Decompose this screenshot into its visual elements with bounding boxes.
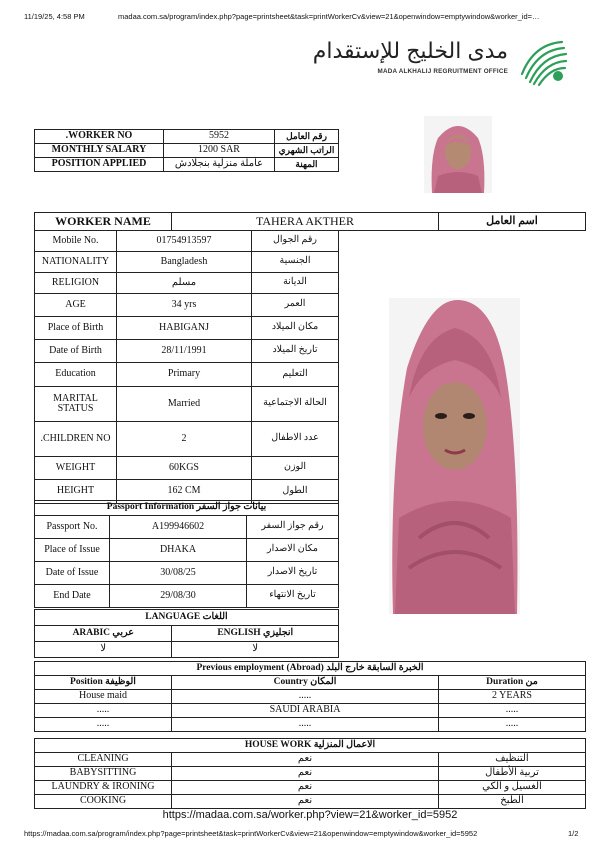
- worker-no-arabic: رقم العامل: [275, 130, 339, 144]
- birthdate-value: 28/11/1991: [117, 340, 252, 363]
- page-number: 1/2: [568, 829, 579, 838]
- worker-summary-table: [34, 129, 339, 172]
- laundry-value: نعم: [172, 781, 439, 795]
- age-label: AGE: [35, 294, 117, 317]
- worker-photo-large: [389, 298, 520, 614]
- education-arabic: التعليم: [252, 363, 339, 387]
- worker-name-table: [34, 212, 586, 231]
- table-row: [35, 610, 339, 626]
- worker-name-label: WORKER NAME: [35, 213, 172, 231]
- marital-value: Married: [117, 387, 252, 422]
- duration-cell: .....: [439, 718, 586, 732]
- worker-no-value: 5952: [164, 130, 275, 144]
- personal-info-table: [34, 230, 339, 504]
- position-cell: .....: [35, 704, 172, 718]
- english-language-value: لا: [172, 642, 339, 658]
- position-arabic: المهنة: [275, 158, 339, 172]
- table-row: [35, 144, 339, 158]
- arabic-language-label: ARABIC عربي: [35, 626, 172, 642]
- babysitting-value: نعم: [172, 767, 439, 781]
- mobile-arabic: رقم الجوال: [252, 231, 339, 252]
- language-table: [34, 609, 339, 658]
- table-row: [35, 662, 586, 676]
- height-arabic: الطول: [252, 480, 339, 504]
- table-row: [35, 422, 339, 457]
- marital-arabic: الحالة الاجتماعية: [252, 387, 339, 422]
- passport-no-arabic: رقم جواز السفر: [247, 516, 339, 539]
- education-value: Primary: [117, 363, 252, 387]
- table-row: [35, 457, 339, 480]
- logo-arabic-text: مدى الخليج للإستقدام: [312, 38, 508, 63]
- table-row: [35, 767, 586, 781]
- table-row: [35, 516, 339, 539]
- table-row: [35, 340, 339, 363]
- issue-date-arabic: تاريخ الاصدار: [247, 562, 339, 585]
- birthplace-value: HABIGANJ: [117, 317, 252, 340]
- table-row: [35, 252, 339, 273]
- previous-heading: الخبرة السابقة خارج البلد Previous employment (Abroad): [35, 662, 586, 676]
- cleaning-label: CLEANING: [35, 753, 172, 767]
- table-row: [35, 704, 586, 718]
- education-label: Education: [35, 363, 117, 387]
- birthdate-arabic: تاريخ الميلاد: [252, 340, 339, 363]
- worker-link[interactable]: https://madaa.com.sa/worker.php?view=21&worker_id=5952: [162, 809, 458, 821]
- table-row: [35, 387, 339, 422]
- arabic-language-value: لا: [35, 642, 172, 658]
- birthplace-arabic: مكان الميلاد: [252, 317, 339, 340]
- babysitting-label: BABYSITTING: [35, 767, 172, 781]
- position-value: عاملة منزلية بنجلادش: [164, 158, 275, 172]
- country-cell: .....: [172, 690, 439, 704]
- laundry-label: LAUNDRY & IRONING: [35, 781, 172, 795]
- passport-no-label: Passport No.: [35, 516, 110, 539]
- end-date-arabic: تاريخ الانتهاء: [247, 585, 339, 608]
- issue-place-arabic: مكان الاصدار: [247, 539, 339, 562]
- footer-url: https://madaa.com.sa/program/index.php?page=printsheet&task=printWorkerCv&view=21&openwindow=emptywindow&worker_id=5952: [24, 829, 478, 838]
- issue-date-label: Date of Issue: [35, 562, 110, 585]
- country-cell: SAUDI ARABIA: [172, 704, 439, 718]
- duration-cell: .....: [439, 704, 586, 718]
- table-row: [35, 130, 339, 144]
- table-row: [35, 562, 339, 585]
- logo-english-text: MADA ALKHALIJ REGRUITMENT OFFICE: [377, 68, 508, 75]
- table-row: [35, 539, 339, 562]
- age-value: 34 yrs: [117, 294, 252, 317]
- table-row: [35, 273, 339, 294]
- cleaning-arabic: التنظيف: [439, 753, 586, 767]
- language-heading: LANGUAGE اللغات: [35, 610, 339, 626]
- cooking-label: COOKING: [35, 795, 172, 809]
- issue-place-value: DHAKA: [110, 539, 247, 562]
- worker-name-arabic: اسم العامل: [439, 213, 586, 231]
- print-url: madaa.com.sa/program/index.php?page=printsheet&task=printWorkerCv&view=21&openwindow=emptywindow&worker_id=…: [118, 12, 540, 21]
- end-date-value: 29/08/30: [110, 585, 247, 608]
- weight-value: 60KGS: [117, 457, 252, 480]
- table-row: [35, 739, 586, 753]
- passport-table: [34, 500, 339, 608]
- table-row: [35, 294, 339, 317]
- table-row: [35, 363, 339, 387]
- english-language-label: ENGLISH انجليزي: [172, 626, 339, 642]
- age-arabic: العمر: [252, 294, 339, 317]
- worker-name-value: TAHERA AKTHER: [172, 213, 439, 231]
- position-label: POSITION APPLIED: [35, 158, 164, 172]
- children-arabic: عدد الاطفال: [252, 422, 339, 457]
- religion-value: مسلم: [117, 273, 252, 294]
- nationality-label: NATIONALITY: [35, 252, 117, 273]
- previous-employment-table: [34, 661, 586, 732]
- weight-label: WEIGHT: [35, 457, 117, 480]
- mobile-value: 01754913597: [117, 231, 252, 252]
- table-row: [35, 501, 339, 516]
- country-cell: .....: [172, 718, 439, 732]
- company-logo: [312, 38, 570, 86]
- end-date-label: End Date: [35, 585, 110, 608]
- cooking-value: نعم: [172, 795, 439, 809]
- issue-place-label: Place of Issue: [35, 539, 110, 562]
- passport-no-value: A199946602: [110, 516, 247, 539]
- table-row: [35, 718, 586, 732]
- print-datetime: 11/19/25, 4:58 PM: [24, 12, 85, 21]
- position-column-header: Position الوظيفة: [35, 676, 172, 690]
- marital-label: MARITAL STATUS: [35, 387, 117, 422]
- duration-cell: 2 YEARS: [439, 690, 586, 704]
- salary-arabic: الراتب الشهري: [275, 144, 339, 158]
- salary-label: MONTHLY SALARY: [35, 144, 164, 158]
- table-row: [35, 676, 586, 690]
- religion-arabic: الديانة: [252, 273, 339, 294]
- height-value: 162 CM: [117, 480, 252, 504]
- table-row: [35, 642, 339, 658]
- birthdate-label: Date of Birth: [35, 340, 117, 363]
- worker-no-label: .WORKER NO: [35, 130, 164, 144]
- table-row: [35, 317, 339, 340]
- nationality-value: Bangladesh: [117, 252, 252, 273]
- religion-label: RELIGION: [35, 273, 117, 294]
- issue-date-value: 30/08/25: [110, 562, 247, 585]
- weight-arabic: الوزن: [252, 457, 339, 480]
- position-cell: House maid: [35, 690, 172, 704]
- table-row: [35, 690, 586, 704]
- worker-photo-small: [424, 116, 492, 193]
- position-cell: .....: [35, 718, 172, 732]
- children-value: 2: [117, 422, 252, 457]
- salary-value: 1200 SAR: [164, 144, 275, 158]
- cooking-arabic: الطبخ: [439, 795, 586, 809]
- table-row: [35, 753, 586, 767]
- country-column-header: Country المكان: [172, 676, 439, 690]
- cleaning-value: نعم: [172, 753, 439, 767]
- babysitting-arabic: تربية الأطفال: [439, 767, 586, 781]
- table-row: [35, 231, 339, 252]
- table-row: [35, 585, 339, 608]
- table-row: [35, 795, 586, 809]
- children-label: .CHILDREN NO: [35, 422, 117, 457]
- duration-column-header: Duration من: [439, 676, 586, 690]
- house-work-table: [34, 738, 586, 809]
- table-row: [35, 781, 586, 795]
- logo-mark-icon: [514, 34, 570, 90]
- laundry-arabic: الغسيل و الكي: [439, 781, 586, 795]
- house-work-heading: HOUSE WORK الاعمال المنزلية: [35, 739, 586, 753]
- passport-heading: بيانات جواز السفر Passport Information: [35, 501, 339, 516]
- nationality-arabic: الجنسية: [252, 252, 339, 273]
- height-label: HEIGHT: [35, 480, 117, 504]
- mobile-label: Mobile No.: [35, 231, 117, 252]
- table-row: [35, 213, 586, 231]
- birthplace-label: Place of Birth: [35, 317, 117, 340]
- table-row: [35, 626, 339, 642]
- table-row: [35, 158, 339, 172]
